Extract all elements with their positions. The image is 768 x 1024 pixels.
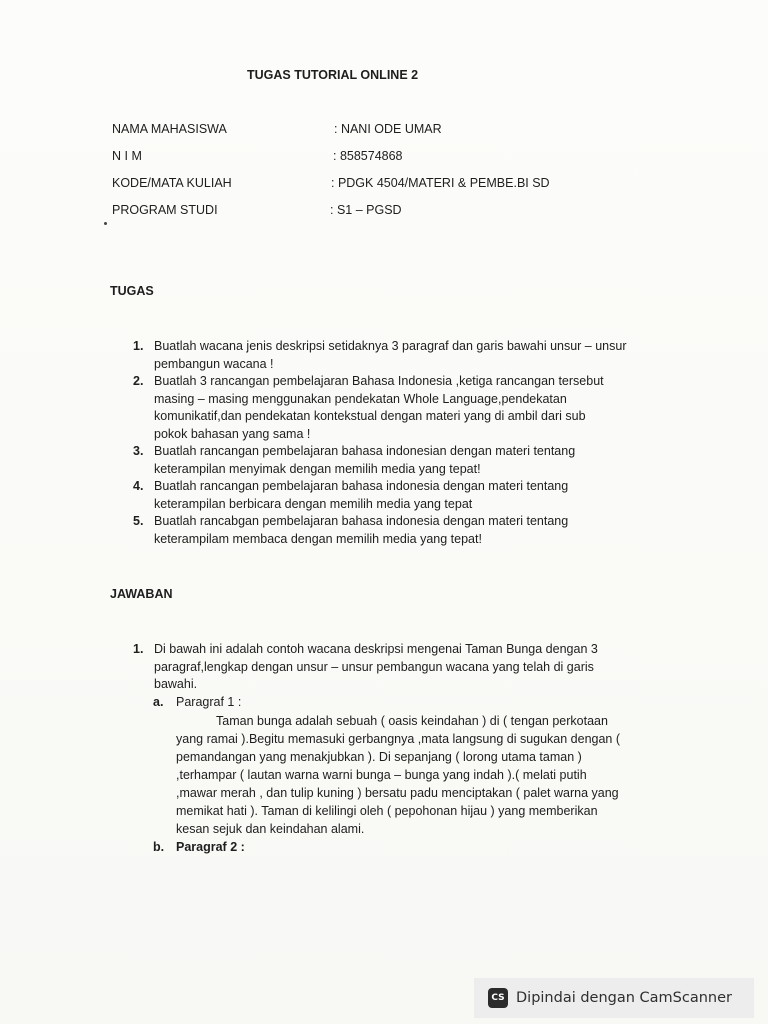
tugas-line: masing – masing menggunakan pendekatan Whole Language,pendekatan	[154, 391, 567, 406]
jawaban-line: paragraf,lengkap dengan unsur – unsur pembangun wacana yang telah di garis	[154, 659, 594, 674]
jawaban-list	[133, 641, 598, 694]
paragraf-a-line: ,terhampar ( lautan warna warni bunga – bunga yang indah ).( melati putih	[176, 768, 587, 782]
tugas-item-4	[133, 478, 627, 513]
paragraf-a-line: pemandangan yang menakjubkan ). Di sepanjang ( lorong utama taman )	[176, 750, 582, 764]
tugas-line: Buatlah 3 rancangan pembelajaran Bahasa Indonesia ,ketiga rancangan tersebut	[154, 374, 604, 388]
identity-label-name: NAMA MAHASISWA	[112, 122, 227, 136]
tugas-item-3	[133, 443, 627, 478]
tugas-line: pokok bahasan yang sama !	[154, 426, 311, 441]
tugas-item-number: 2.	[133, 374, 144, 388]
paragraf-a-line: memikat hati ). Taman di kelilingi oleh ( pepohonan hijau ) yang memberikan	[176, 804, 598, 818]
paragraf-b-marker: b.	[153, 840, 165, 854]
identity-value-name: : NANI ODE UMAR	[334, 122, 442, 136]
camscanner-text: Dipindai dengan CamScanner	[516, 990, 733, 1006]
paragraf-a-label: Paragraf 1 :	[176, 695, 242, 709]
tugas-line: Buatlah wacana jenis deskripsi setidaknya 3 paragraf dan garis bawahi unsur – unsur	[154, 339, 627, 353]
document-title: TUGAS TUTORIAL ONLINE 2	[247, 68, 419, 82]
tugas-line: Buatlah rancangan pembelajaran bahasa indonesia dengan materi tentang	[154, 479, 569, 493]
tugas-item-number: 1.	[133, 339, 144, 353]
tugas-item-number: 4.	[133, 479, 144, 493]
jawaban-heading: JAWABAN	[110, 587, 173, 601]
paragraf-a-line: yang ramai ).Begitu memasuki gerbangnya ,mata langsung di sugukan dengan (	[176, 732, 621, 746]
tugas-list	[133, 338, 627, 548]
jawaban-line: bawahi.	[154, 677, 198, 691]
tugas-item-2	[133, 373, 627, 443]
jawaban-item-1	[133, 641, 598, 694]
identity-label-course: KODE/MATA KULIAH	[112, 176, 232, 190]
identity-label-program: PROGRAM STUDI	[112, 203, 218, 217]
tugas-line: Buatlah rancangan pembelajaran bahasa indonesian dengan materi tentang	[154, 444, 576, 458]
paragraf-a-marker: a.	[153, 695, 164, 709]
tugas-line: pembangun wacana !	[154, 356, 274, 371]
jawaban-line: Di bawah ini adalah contoh wacana deskripsi mengenai Taman Bunga dengan 3	[154, 642, 598, 656]
tugas-line: keterampilan berbicara dengan memilih media yang tepat	[154, 496, 473, 511]
identity-value-course: : PDGK 4504/MATERI & PEMBE.BI SD	[331, 176, 550, 190]
identity-value-nim: : 858574868	[333, 149, 403, 163]
identity-value-program: : S1 – PGSD	[330, 203, 402, 217]
tugas-line: Buatlah rancabgan pembelajaran bahasa indonesia dengan materi tentang	[154, 514, 569, 528]
paragraf-b-label: Paragraf 2 :	[176, 840, 245, 854]
camscanner-watermark	[474, 978, 754, 1018]
tugas-item-1	[133, 338, 627, 373]
tugas-heading: TUGAS	[110, 284, 154, 298]
tugas-line: komunikatif,dan pendekatan kontekstual dengan materi yang di ambil dari sub	[154, 409, 586, 423]
tugas-item-5	[133, 513, 627, 548]
tugas-line: keterampilan menyimak dengan memilih media yang tepat!	[154, 461, 481, 476]
pen-mark	[104, 222, 107, 225]
paragraf-a-line: ,mawar merah , dan tulip kuning ) bersatu padu menciptakan ( palet warna yang	[176, 786, 619, 800]
paragraf-a-line: kesan sejuk dan keindahan alami.	[176, 822, 365, 836]
jawaban-item-number: 1.	[133, 642, 144, 656]
paragraf-a-line: Taman bunga adalah sebuah ( oasis keindahan ) di ( tengan perkotaan	[216, 714, 608, 728]
tugas-item-number: 3.	[133, 444, 144, 458]
camscanner-logo-icon: CS	[488, 988, 508, 1008]
identity-label-nim: N I M	[112, 149, 142, 163]
tugas-item-number: 5.	[133, 514, 144, 528]
tugas-line: keterampilam membaca dengan memilih media yang tepat!	[154, 531, 482, 546]
